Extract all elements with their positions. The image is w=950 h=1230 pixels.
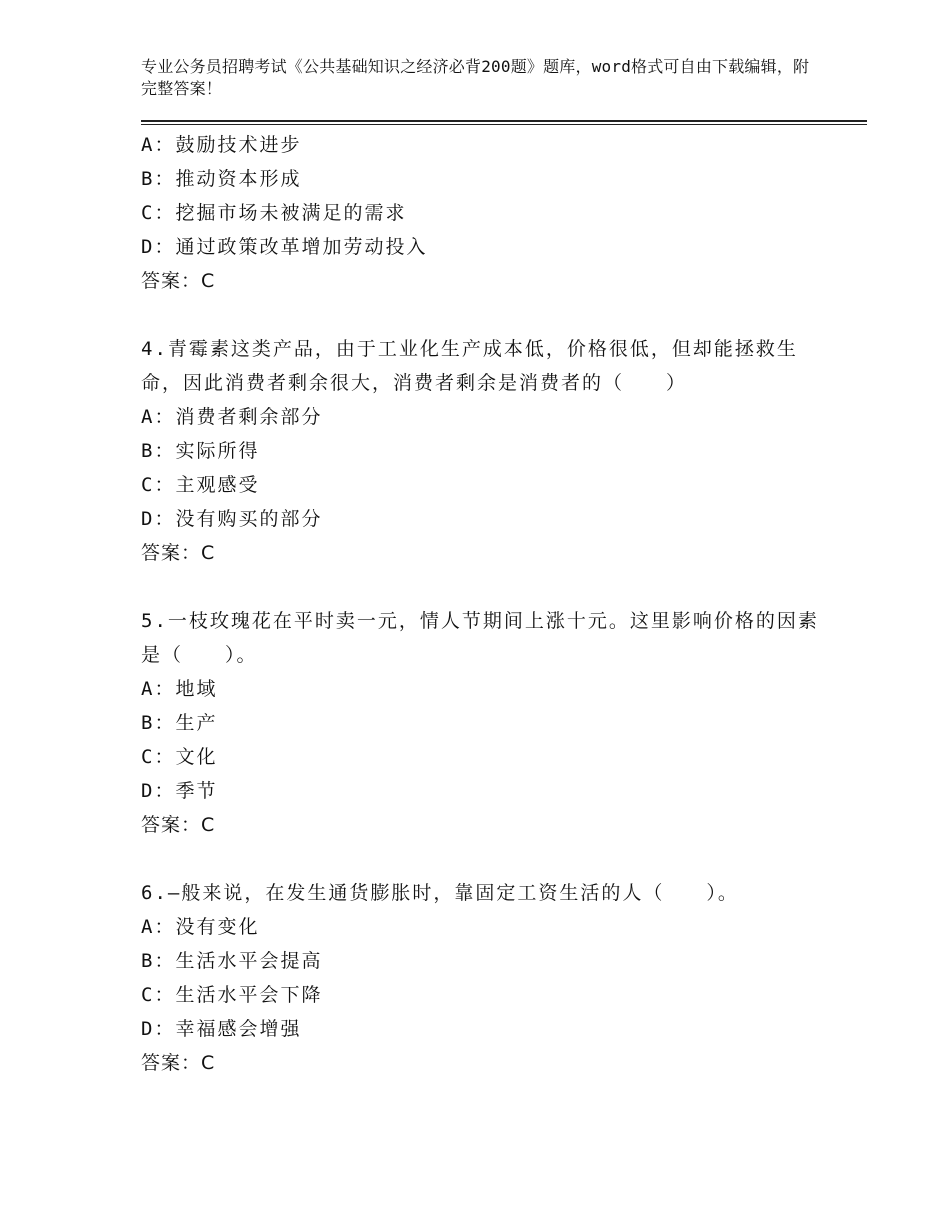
answer-label: 答案：: [141, 814, 202, 836]
option-a: A：消费者剩余部分: [141, 406, 323, 428]
option-c: C：主观感受: [141, 474, 260, 496]
option-d: D：季节: [141, 780, 218, 802]
question-text: 6.—般来说，在发生通货膨胀时，靠固定工资生活的人（ ）。: [141, 882, 739, 904]
spacer: [141, 570, 831, 604]
answer-value: C: [201, 270, 216, 292]
option-c: C：文化: [141, 746, 218, 768]
question-block-4: [141, 332, 831, 570]
spacer: [141, 842, 831, 876]
answer-line: [141, 1046, 831, 1080]
answer-line: [141, 536, 831, 570]
answer-label: 答案：: [141, 542, 202, 564]
answer-label: 答案：: [141, 1052, 202, 1074]
option-b: B：生产: [141, 712, 218, 734]
answer-value: C: [201, 542, 216, 564]
option-b: B：推动资本形成: [141, 168, 302, 190]
option-d: D：没有购买的部分: [141, 508, 323, 530]
document-header: 专业公务员招聘考试《公共基础知识之经济必背200题》题库，word格式可自由下载编辑，附完整答案！: [141, 57, 810, 98]
answer-line: [141, 264, 831, 298]
option-c: C：挖掘市场未被满足的需求: [141, 202, 407, 224]
question-block-5: [141, 604, 831, 842]
question-text: 4.青霉素这类产品，由于工业化生产成本低，价格很低，但却能拯救生命，因此消费者剩余很大，消费者剩余是消费者的（ ）: [141, 338, 798, 394]
answer-line: [141, 808, 831, 842]
option-b: B：实际所得: [141, 440, 260, 462]
option-d: D：幸福感会增强: [141, 1018, 302, 1040]
spacer: [141, 298, 831, 332]
answer-label: 答案：: [141, 270, 202, 292]
answer-value: C: [201, 1052, 216, 1074]
header-rule-thick: [141, 120, 867, 122]
option-b: B：生活水平会提高: [141, 950, 323, 972]
question-list: [141, 128, 831, 1080]
option-a: A：鼓励技术进步: [141, 134, 302, 156]
answer-value: C: [201, 814, 216, 836]
option-a: A：地域: [141, 678, 218, 700]
option-a: A：没有变化: [141, 916, 260, 938]
question-block-3: [141, 128, 831, 298]
option-c: C：生活水平会下降: [141, 984, 323, 1006]
header-rule-thin: [141, 124, 867, 125]
question-block-6: [141, 876, 831, 1080]
question-text: 5.一枝玫瑰花在平时卖一元，情人节期间上涨十元。这里影响价格的因素是（ ）。: [141, 610, 819, 666]
option-d: D：通过政策改革增加劳动投入: [141, 236, 428, 258]
